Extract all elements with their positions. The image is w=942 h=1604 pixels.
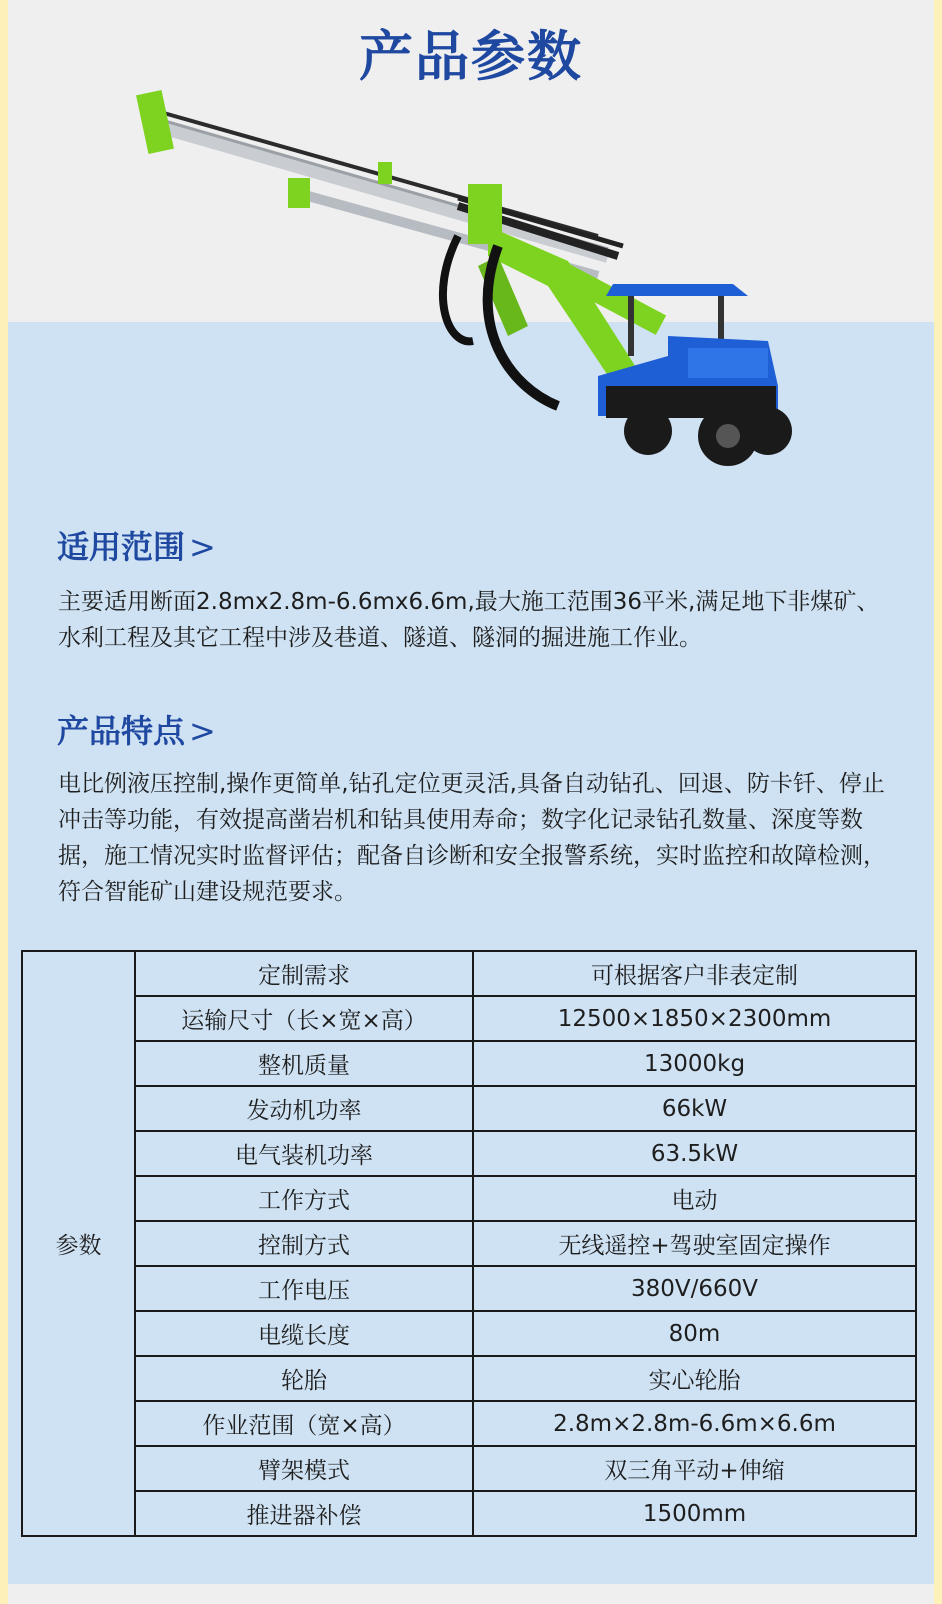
section-heading-application bbox=[57, 522, 216, 568]
table-row bbox=[22, 1221, 916, 1266]
table-row bbox=[22, 1356, 916, 1401]
spec-key-cell: 运输尺寸（长×宽×高） bbox=[135, 996, 473, 1041]
spec-table bbox=[21, 950, 917, 1537]
spec-value-cell: 电动 bbox=[473, 1176, 916, 1221]
table-row bbox=[22, 1311, 916, 1356]
spec-key-cell: 轮胎 bbox=[135, 1356, 473, 1401]
table-row bbox=[22, 1041, 916, 1086]
spec-key-cell: 发动机功率 bbox=[135, 1086, 473, 1131]
section-heading-label: 产品特点 bbox=[57, 712, 186, 750]
spec-key-cell: 作业范围（宽×高） bbox=[135, 1401, 473, 1446]
table-row bbox=[22, 1401, 916, 1446]
table-row bbox=[22, 951, 916, 996]
table-row bbox=[22, 996, 916, 1041]
spec-key-cell: 推进器补偿 bbox=[135, 1491, 473, 1536]
section-heading-features bbox=[57, 706, 216, 752]
spec-value-cell: 380V/660V bbox=[473, 1266, 916, 1311]
spec-value-cell: 2.8m×2.8m-6.6m×6.6m bbox=[473, 1401, 916, 1446]
spec-value-cell: 1500mm bbox=[473, 1491, 916, 1536]
drill-jumbo-illustration bbox=[128, 86, 808, 486]
table-row bbox=[22, 1446, 916, 1491]
spec-key-cell: 电缆长度 bbox=[135, 1311, 473, 1356]
spec-value-cell: 实心轮胎 bbox=[473, 1356, 916, 1401]
section-body-features: 电比例液压控制,操作更简单,钻孔定位更灵活,具备自动钻孔、回退、防卡钎、停止冲击等功能，有效提高凿岩机和钻具使用寿命；数字化记录钻孔数量、深度等数据，施工情况实时监督评估；配备自诊断和安全报警系统，实时监控和故障检测，符合智能矿山建设规范要求。 bbox=[58, 771, 886, 905]
footer-band bbox=[8, 1584, 934, 1604]
spec-value-cell: 可根据客户非表定制 bbox=[473, 951, 916, 996]
spec-key-cell: 工作电压 bbox=[135, 1266, 473, 1311]
spec-value-cell: 63.5kW bbox=[473, 1131, 916, 1176]
spec-key-cell: 臂架模式 bbox=[135, 1446, 473, 1491]
page bbox=[8, 0, 934, 1604]
spec-key-cell: 定制需求 bbox=[135, 951, 473, 996]
spec-value-cell: 80m bbox=[473, 1311, 916, 1356]
spec-value-cell: 无线遥控+驾驶室固定操作 bbox=[473, 1221, 916, 1266]
spec-key-cell: 电气装机功率 bbox=[135, 1131, 473, 1176]
table-row bbox=[22, 1266, 916, 1311]
spec-key-cell: 工作方式 bbox=[135, 1176, 473, 1221]
spec-group-label: 参数 bbox=[22, 951, 135, 1536]
table-row bbox=[22, 1176, 916, 1221]
spec-value-cell: 双三角平动+伸缩 bbox=[473, 1446, 916, 1491]
section-body-application: 主要适用断面2.8mx2.8m-6.6mx6.6m,最大施工范围36平米,满足地下非煤矿、水利工程及其它工程中涉及巷道、隧道、隧洞的掘进施工作业。 bbox=[58, 589, 880, 651]
table-row bbox=[22, 1131, 916, 1176]
spec-key-cell: 控制方式 bbox=[135, 1221, 473, 1266]
page-title: 产品参数 bbox=[359, 25, 583, 88]
section-arrow: > bbox=[189, 528, 216, 566]
section-arrow: > bbox=[189, 712, 216, 750]
spec-key-cell: 整机质量 bbox=[135, 1041, 473, 1086]
table-row bbox=[22, 1086, 916, 1131]
spec-value-cell: 66kW bbox=[473, 1086, 916, 1131]
spec-value-cell: 13000kg bbox=[473, 1041, 916, 1086]
table-row bbox=[22, 1491, 916, 1536]
spec-value-cell: 12500×1850×2300mm bbox=[473, 996, 916, 1041]
section-heading-label: 适用范围 bbox=[57, 528, 186, 566]
